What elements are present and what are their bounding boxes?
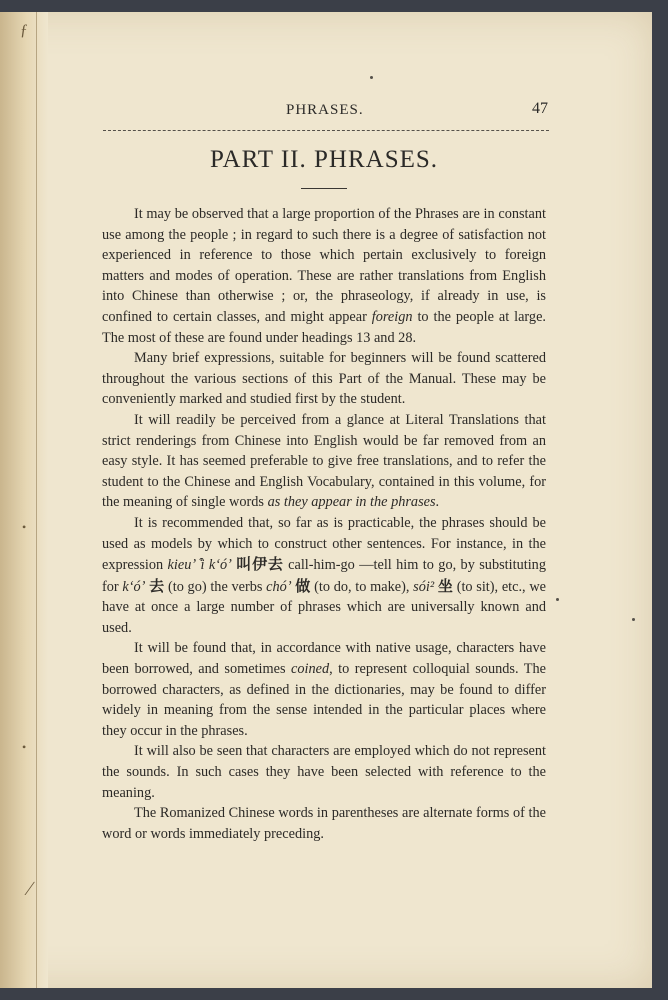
paragraph-2: Many brief expressions, suitable for beginners will be found scattered throughout the various sections of this Part of the Manual. These may be conveniently marked and studied first by the student. bbox=[102, 350, 546, 408]
running-head bbox=[100, 102, 548, 122]
romanized-term: sói² bbox=[413, 578, 435, 595]
paragraph-7: The Romanized Chinese words in parentheses are alternate forms of the word or words immediately preceding. bbox=[102, 805, 546, 842]
text-run: It is recommended that, so far as is practicable, the phrases should be used as models by which to construct other sentences. For instance, in the expression bbox=[102, 514, 546, 574]
text-run: , to represent colloquial sounds. The borrowed characters, as defined in the dictionaries, may be found to differ widely in meaning from the sense intended in the particular places where they occur in the phrases. bbox=[102, 661, 546, 739]
paragraph-4 bbox=[102, 513, 546, 639]
text-run: call-him-go —tell him to go, by substituting for bbox=[102, 557, 546, 595]
margin-tick-icon: • bbox=[22, 740, 27, 754]
chinese-characters: 做 bbox=[295, 576, 311, 595]
chinese-characters: 叫伊去 bbox=[236, 555, 284, 574]
page-number: 47 bbox=[532, 100, 548, 117]
paragraph-5 bbox=[102, 638, 546, 741]
body-text bbox=[102, 204, 546, 844]
italic-run: coined bbox=[291, 661, 330, 678]
chinese-characters: 去 bbox=[149, 576, 165, 595]
text-run: It will be found that, in accordance with native usage, characters have been borrowed, and sometimes bbox=[102, 640, 546, 678]
part-title: PART II. PHRASES. bbox=[209, 146, 439, 173]
printer-dot-icon bbox=[370, 76, 373, 79]
text-run: It will readily be perceived from a glance at Literal Translations that strict renderings from Chinese into English would be far removed from an easy style. It has seemed preferable to give free translations, and to refer the student to the Chinese and English Vocabulary, contained in this volume, for the meaning of single words bbox=[102, 411, 546, 511]
header-rule bbox=[103, 130, 549, 131]
italic-run: foreign bbox=[371, 308, 413, 325]
romanized-term: k‘óʼ bbox=[122, 578, 146, 595]
text-run: . bbox=[435, 494, 440, 511]
text-run: (to go) the verbs bbox=[164, 578, 267, 595]
gutter-fold bbox=[36, 12, 37, 988]
page-gutter bbox=[0, 12, 48, 988]
printer-dot-icon bbox=[556, 598, 559, 601]
text-run: (to sit), etc., we have at once a large number of phrases which are universally known and used. bbox=[102, 578, 547, 636]
romanized-term: chóʼ bbox=[266, 578, 292, 595]
printer-dot-icon bbox=[632, 618, 635, 621]
chinese-characters: 坐 bbox=[437, 576, 453, 595]
title-rule bbox=[301, 188, 347, 189]
margin-mark-icon: ƒ bbox=[20, 22, 28, 39]
romanized-term: kieuʼ ͒i k‘óʼ bbox=[167, 557, 232, 574]
paragraph-1 bbox=[102, 204, 546, 348]
margin-scribble-icon: ∕ bbox=[28, 878, 32, 900]
text-run: (to do, to make), bbox=[310, 578, 414, 595]
paragraph-6: It will also be seen that characters are employed which do not represent the sounds. In such cases they have been selected with reference to the meaning. bbox=[102, 743, 546, 801]
margin-tick-icon: • bbox=[22, 520, 27, 534]
running-title: PHRASES. bbox=[286, 102, 364, 118]
text-run: It may be observed that a large proportion of the Phrases are in constant use among the people ; in regard to such there is a degree of satisfaction not experienced in reference to those which pertain exclusively to foreign matters and modes of operation. These are rather translations from English into Chinese than otherwise ; or, the phraseology, if already in use, is confined to certain classes, and might appear bbox=[102, 206, 546, 325]
italic-run: as they appear in the phrases bbox=[267, 494, 436, 511]
paragraph-3 bbox=[102, 410, 546, 513]
text-run: to the people at large. The most of these are found under headings 13 and 28. bbox=[102, 308, 546, 346]
